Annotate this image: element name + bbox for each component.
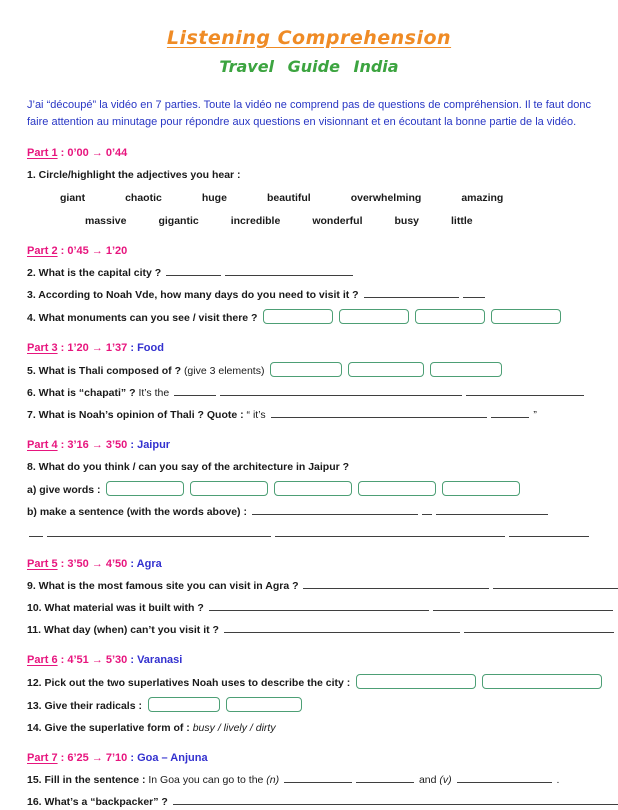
question-line xyxy=(27,407,591,423)
answer-blank xyxy=(275,527,505,537)
question-text: (v) xyxy=(439,774,455,786)
part-heading xyxy=(27,653,591,668)
question-line xyxy=(27,167,591,183)
question-line xyxy=(27,697,591,714)
question-line xyxy=(27,600,591,616)
section-part-4 xyxy=(27,438,591,542)
question-line xyxy=(27,578,591,594)
part-time: : 0’45 → 1’20 xyxy=(57,245,128,257)
page-subtitle: Travel Guide India xyxy=(219,57,399,76)
worksheet-sections xyxy=(27,146,591,810)
section-part-5 xyxy=(27,557,591,638)
question-text: 2. What is the capital city ? xyxy=(27,267,165,279)
part-label: Part 7 xyxy=(27,752,58,764)
answer-blank xyxy=(173,795,618,805)
answer-blank xyxy=(457,773,552,783)
question-text: 6. What is “chapati” ? xyxy=(27,387,139,399)
part-topic: : Varanasi xyxy=(127,654,183,666)
page-title: Listening Comprehension xyxy=(166,27,452,49)
section-part-3 xyxy=(27,341,591,423)
answer-blank xyxy=(356,773,414,783)
answer-box xyxy=(491,309,561,324)
part-label: Part 3 xyxy=(27,342,58,354)
adjective-word: little xyxy=(451,215,473,227)
answer-box xyxy=(148,697,220,712)
adjective-word: overwhelming xyxy=(350,192,422,204)
question-text: 14. Give the superlative form of : xyxy=(27,722,193,734)
adjective-word: wonderful xyxy=(312,215,363,227)
answer-blank xyxy=(29,527,43,537)
part-topic: : Food xyxy=(127,342,164,354)
answer-box xyxy=(263,309,333,324)
part-topic: : Goa – Anjuna xyxy=(127,752,208,764)
answer-box xyxy=(339,309,409,324)
answer-blank xyxy=(209,601,429,611)
part-label: Part 2 xyxy=(27,245,58,257)
question-text: In Goa you can go to the xyxy=(148,774,267,786)
question-line xyxy=(27,772,591,788)
answer-blank xyxy=(166,266,221,276)
answer-blank xyxy=(464,623,614,633)
answer-blank xyxy=(303,579,489,589)
part-time: : 0’00 → 0’44 xyxy=(57,147,128,159)
answer-blank xyxy=(493,579,618,589)
part-heading xyxy=(27,751,591,766)
question-text: It’s the xyxy=(138,387,173,399)
question-line xyxy=(27,794,591,810)
question-line xyxy=(27,481,591,498)
question-text: 3. According to Noah Vde, how many days do you need to visit it ? xyxy=(27,289,362,301)
question-text: a) give words : xyxy=(27,484,104,496)
question-text: 16. What’s a “backpacker” ? xyxy=(27,796,171,808)
adjective-word: incredible xyxy=(230,215,281,227)
part-heading xyxy=(27,146,591,161)
question-text: 10. What material was it built with ? xyxy=(27,602,207,614)
part-time: : 3’16 → 3’50 xyxy=(57,439,128,451)
question-text: (give 3 elements) xyxy=(183,365,268,377)
answer-blank xyxy=(433,601,613,611)
question-line xyxy=(27,459,591,475)
part-label: Part 4 xyxy=(27,439,58,451)
part-time: : 6’25 → 7’10 xyxy=(57,752,128,764)
answer-box xyxy=(106,481,184,496)
answer-blank xyxy=(224,623,460,633)
question-text: 7. What is Noah’s opinion of Thali ? Quote : xyxy=(27,409,247,421)
question-text: ” xyxy=(530,409,537,421)
answer-box xyxy=(442,481,520,496)
question-text: and xyxy=(416,774,440,786)
part-topic: : Agra xyxy=(127,558,162,570)
adjective-word-row xyxy=(60,191,591,206)
answer-box xyxy=(482,674,602,689)
question-line xyxy=(27,362,591,379)
part-heading xyxy=(27,557,591,572)
adjective-word-row xyxy=(85,214,591,229)
question-text: 8. What do you think / can you say of the architecture in Jaipur ? xyxy=(27,461,350,473)
adjective-word: chaotic xyxy=(125,192,162,204)
answer-blank xyxy=(174,386,216,396)
answer-blank xyxy=(491,408,529,418)
question-text: busy / lively / dirty xyxy=(192,722,276,734)
question-text: 12. Pick out the two superlatives Noah uses to describe the city : xyxy=(27,677,354,689)
answer-box xyxy=(415,309,485,324)
intro-paragraph: J’ai “découpé” la vidéo en 7 parties. Toute la vidéo ne comprend pas de questions de compréhension. Il te faut donc faire attention au minutage pour répondre aux questions en visionnant et en écoutant la bonne partie de la vidéo. xyxy=(27,99,591,128)
question-line xyxy=(27,622,591,638)
answer-box xyxy=(348,362,424,377)
adjective-word: beautiful xyxy=(266,192,311,204)
section-part-7 xyxy=(27,751,591,810)
question-text: 13. Give their radicals : xyxy=(27,700,145,712)
question-text: 15. Fill in the sentence : xyxy=(27,774,149,786)
answer-blank xyxy=(284,773,352,783)
section-part-6 xyxy=(27,653,591,736)
answer-blank xyxy=(252,505,418,515)
adjective-word: massive xyxy=(85,215,127,227)
part-time: : 3’50 → 4’50 xyxy=(57,558,128,570)
answer-box xyxy=(226,697,302,712)
question-text: 11. What day (when) can’t you visit it ? xyxy=(27,624,222,636)
question-text: . xyxy=(553,774,560,786)
question-text: 4. What monuments can you see / visit there ? xyxy=(27,312,261,324)
question-text: 5. What is Thali composed of ? xyxy=(27,365,184,377)
answer-blank xyxy=(436,505,548,515)
answer-blank xyxy=(463,288,485,298)
adjective-word: huge xyxy=(201,192,227,204)
answer-box xyxy=(274,481,352,496)
part-time: : 4’51 → 5’30 xyxy=(57,654,128,666)
part-heading xyxy=(27,341,591,356)
question-line xyxy=(27,504,591,520)
part-heading xyxy=(27,438,591,453)
answer-blank xyxy=(509,527,589,537)
part-heading xyxy=(27,244,591,259)
question-text: b) make a sentence (with the words above) : xyxy=(27,506,250,518)
section-part-1 xyxy=(27,146,591,229)
section-part-2 xyxy=(27,244,591,326)
question-line xyxy=(27,287,591,303)
answer-blank xyxy=(271,408,487,418)
answer-blank xyxy=(225,266,353,276)
question-text: 1. Circle/highlight the adjectives you hear : xyxy=(27,169,241,181)
part-label: Part 5 xyxy=(27,558,58,570)
part-label: Part 6 xyxy=(27,654,58,666)
answer-blank xyxy=(422,505,432,515)
question-line xyxy=(27,720,591,736)
answer-box xyxy=(358,481,436,496)
answer-box xyxy=(270,362,342,377)
question-text: (n) xyxy=(266,774,283,786)
part-time: : 1’20 → 1’37 xyxy=(57,342,128,354)
part-topic: : Jaipur xyxy=(127,439,171,451)
question-text: “ it’s xyxy=(246,409,269,421)
answer-box xyxy=(356,674,476,689)
answer-blank xyxy=(47,527,271,537)
question-line xyxy=(27,674,591,691)
answer-blank xyxy=(220,386,462,396)
question-text: 9. What is the most famous site you can visit in Agra ? xyxy=(27,580,302,592)
adjective-word: busy xyxy=(394,215,420,227)
answer-box xyxy=(430,362,502,377)
question-line xyxy=(27,385,591,401)
answer-blank xyxy=(364,288,459,298)
adjective-word: amazing xyxy=(461,192,504,204)
adjective-word: gigantic xyxy=(158,215,199,227)
adjective-word: giant xyxy=(60,192,86,204)
question-line xyxy=(27,265,591,281)
part-label: Part 1 xyxy=(27,147,58,159)
question-line xyxy=(27,309,591,326)
question-line xyxy=(27,526,591,542)
answer-box xyxy=(190,481,268,496)
answer-blank xyxy=(466,386,584,396)
